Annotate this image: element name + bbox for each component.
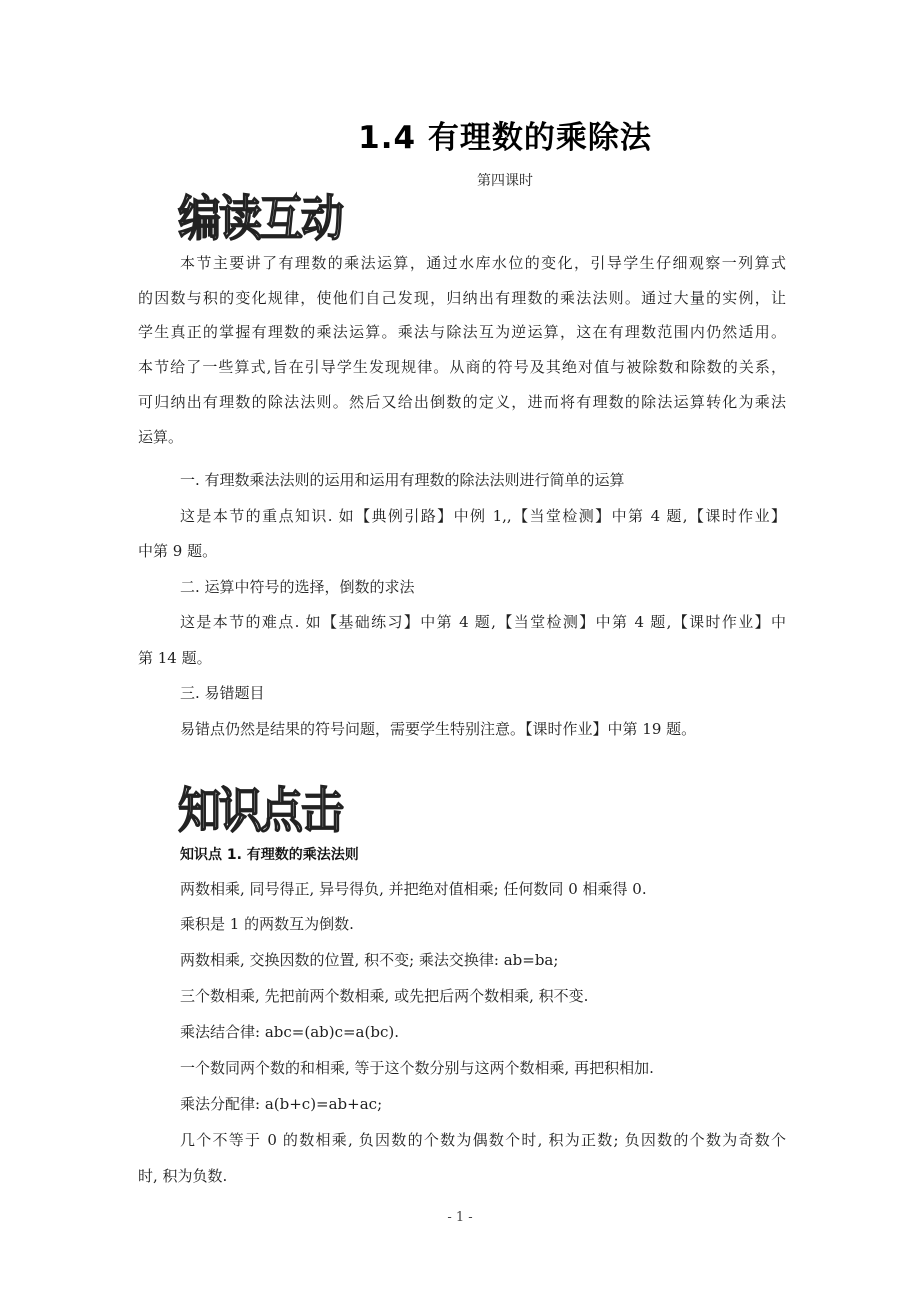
page-number: - 1 - xyxy=(447,1210,473,1225)
intro-line: 本节主要讲了有理数的乘法运算，通过水库水位的变化，引导学生仔细观察一列算式 xyxy=(180,254,786,272)
intro-line: 可归纳出有理数的除法法则。然后又给出倒数的定义，进而将有理数的除法运算转化为乘法 xyxy=(138,393,786,411)
point-text: 这是本节的难点. 如【基础练习】中第 4 题,【当堂检测】中第 4 题,【课时作业】中 xyxy=(180,613,786,631)
intro-line: 运算。 xyxy=(138,428,184,446)
rule-line: 乘积是 1 的两数互为倒数. xyxy=(180,915,354,933)
point-heading: 一. 有理数乘法法则的运用和运用有理数的除法法则进行简单的运算 xyxy=(180,471,625,489)
rule-line: 两数相乘, 交换因数的位置, 积不变; 乘法交换律: ab=ba; xyxy=(180,951,559,969)
section-banner-reading-interaction: 编读互动 xyxy=(178,191,342,248)
point-text: 中第 9 题。 xyxy=(138,542,218,560)
intro-line: 的因数与积的变化规律，使他们自己发现，归纳出有理数的乘法法则。通过大量的实例，让 xyxy=(138,289,786,307)
rule-line: 乘法结合律: abc=(ab)c=a(bc). xyxy=(180,1023,399,1041)
rule-line: 两数相乘, 同号得正, 异号得负, 并把绝对值相乘; 任何数同 0 相乘得 0. xyxy=(180,880,647,898)
section-banner-knowledge-points: 知识点击 xyxy=(178,783,342,840)
lesson-subtitle: 第四课时 xyxy=(477,173,533,189)
page-title: 1.4 有理数的乘除法 xyxy=(358,120,652,156)
rule-line: 时, 积为负数. xyxy=(138,1167,228,1185)
point-text: 易错点仍然是结果的符号问题，需要学生特别注意。【课时作业】中第 19 题。 xyxy=(180,720,697,738)
rule-line: 三个数相乘, 先把前两个数相乘, 或先把后两个数相乘, 积不变. xyxy=(180,987,589,1005)
point-heading: 三. 易错题目 xyxy=(180,684,265,702)
intro-line: 学生真正的掌握有理数的乘法运算。乘法与除法互为逆运算，这在有理数范围内仍然适用。 xyxy=(138,323,786,341)
rule-line: 一个数同两个数的和相乘, 等于这个数分别与这两个数相乘, 再把积相加. xyxy=(180,1059,654,1077)
knowledge-point-heading: 知识点 1. 有理数的乘法法则 xyxy=(180,847,359,863)
intro-line: 本节给了一些算式,旨在引导学生发现规律。从商的符号及其绝对值与被除数和除数的关系， xyxy=(138,358,786,376)
rule-line: 几个不等于 0 的数相乘, 负因数的个数为偶数个时, 积为正数; 负因数的个数为奇数个 xyxy=(180,1131,786,1149)
rule-line: 乘法分配律: a(b+c)=ab+ac; xyxy=(180,1095,383,1113)
point-heading: 二. 运算中符号的选择，倒数的求法 xyxy=(180,578,415,596)
point-text: 这是本节的重点知识. 如【典例引路】中例 1,,【当堂检测】中第 4 题,【课时作业】 xyxy=(180,507,786,525)
point-text: 第 14 题。 xyxy=(138,649,212,667)
